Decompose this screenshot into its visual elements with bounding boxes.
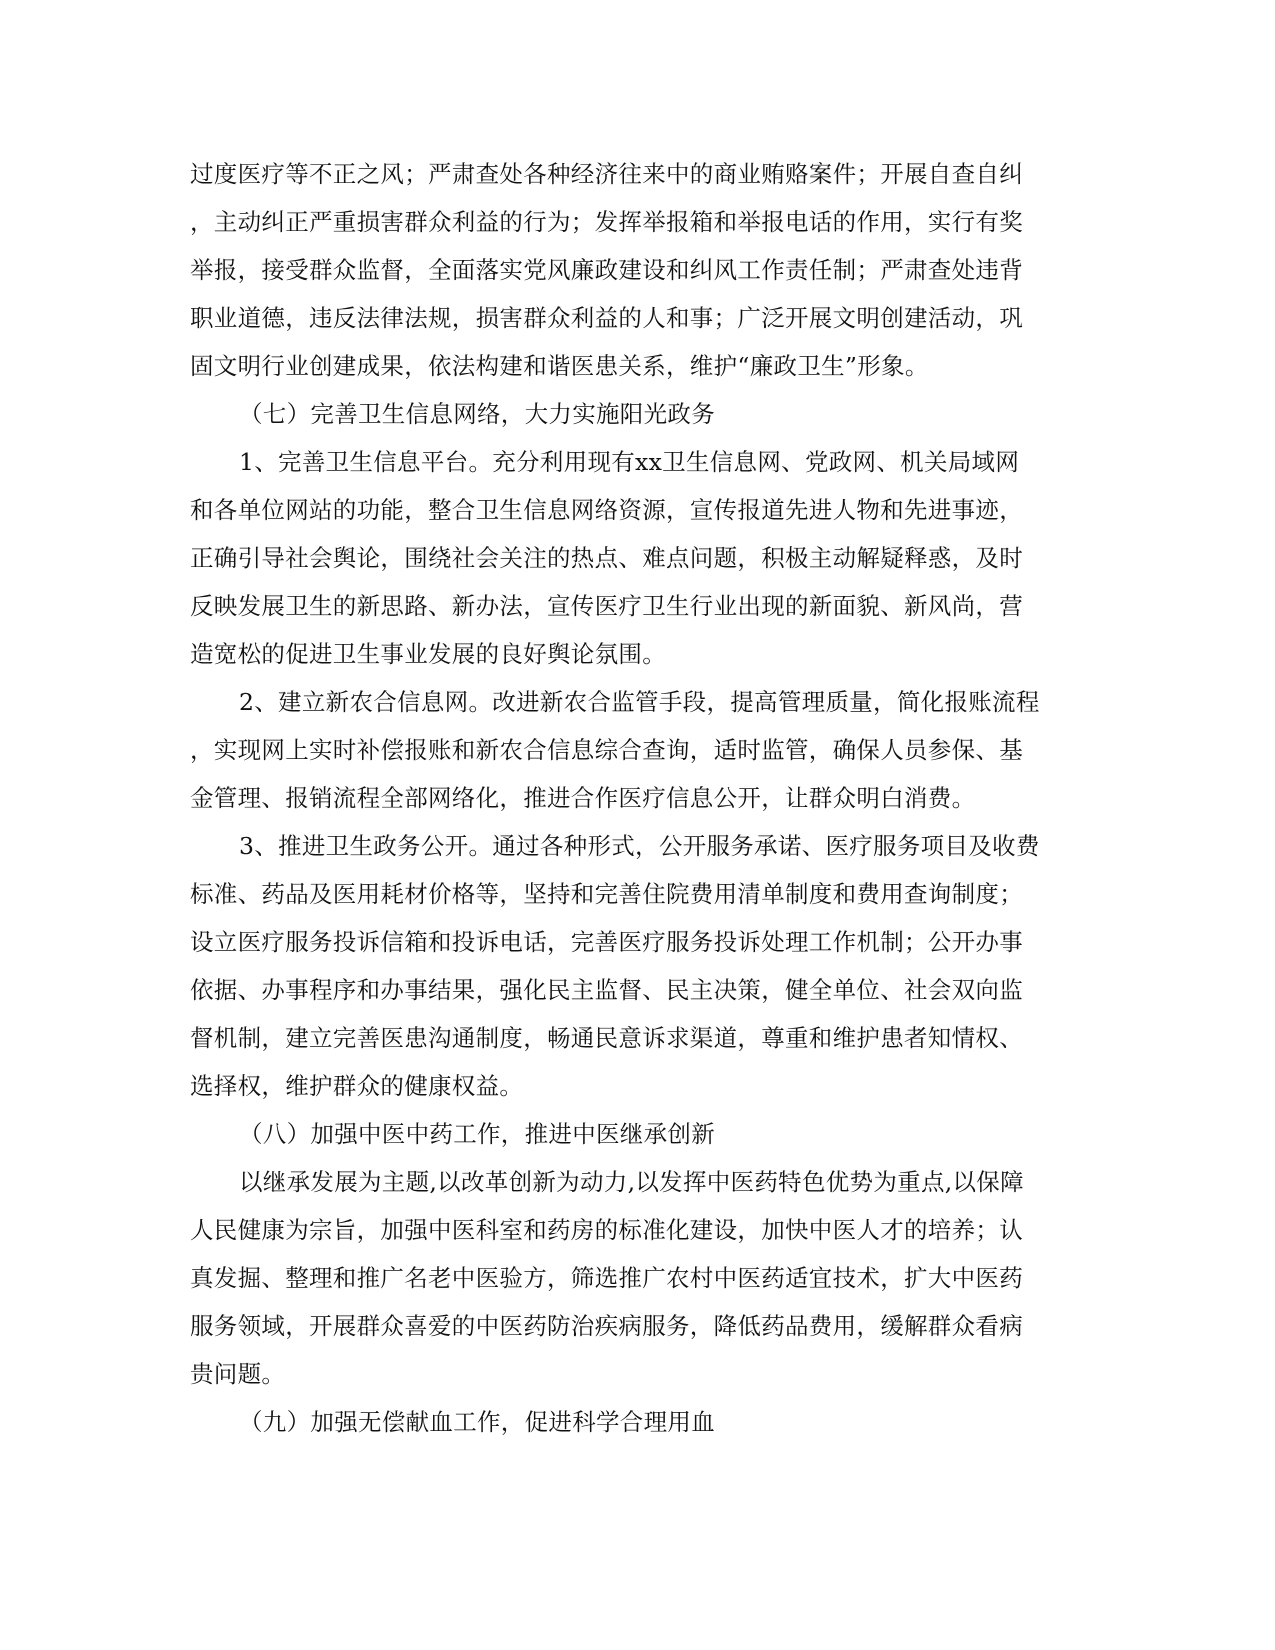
document-body	[190, 150, 1080, 1446]
text-line: 固文明行业创建成果，依法构建和谐医患关系，维护“廉政卫生”形象。	[190, 352, 929, 380]
text-line: 金管理、报销流程全部网络化，推进合作医疗信息公开，让群众明白消费。	[190, 784, 976, 812]
text-line: 人民健康为宗旨，加强中医科室和药房的标准化建设，加快中医人才的培养；认	[190, 1216, 1023, 1244]
paragraph-first-line: 3、推进卫生政务公开。通过各种形式，公开服务承诺、医疗服务项目及收费	[239, 832, 1040, 860]
text-line: ，实现网上实时补偿报账和新农合信息综合查询，适时监管，确保人员参保、基	[190, 736, 1023, 764]
section-heading: （八）加强中医中药工作，推进中医继承创新	[239, 1120, 715, 1148]
text-line: 反映发展卫生的新思路、新办法，宣传医疗卫生行业出现的新面貌、新风尚，营	[190, 592, 1023, 620]
text-line: 正确引导社会舆论，围绕社会关注的热点、难点问题，积极主动解疑释惑，及时	[190, 544, 1023, 572]
text-line: 选择权，维护群众的健康权益。	[190, 1072, 524, 1100]
text-line: 贵问题。	[190, 1360, 286, 1388]
text-line: 督机制，建立完善医患沟通制度，畅通民意诉求渠道，尊重和维护患者知情权、	[190, 1024, 1023, 1052]
paragraph-first-line: 1、完善卫生信息平台。充分利用现有xx卫生信息网、党政网、机关局域网	[239, 448, 1020, 476]
text-line: 职业道德，违反法律法规，损害群众利益的人和事；广泛开展文明创建活动，巩	[190, 304, 1023, 332]
text-line: 和各单位网站的功能，整合卫生信息网络资源，宣传报道先进人物和先进事迹，	[190, 496, 1023, 524]
section-heading: （九）加强无偿献血工作，促进科学合理用血	[239, 1408, 715, 1436]
text-line: ，主动纠正严重损害群众利益的行为；发挥举报箱和举报电话的作用，实行有奖	[190, 208, 1023, 236]
paragraph-first-line: 2、建立新农合信息网。改进新农合监管手段，提高管理质量，简化报账流程	[239, 688, 1040, 716]
section-heading: （七）完善卫生信息网络，大力实施阳光政务	[239, 400, 715, 428]
text-line: 真发掘、整理和推广名老中医验方，筛选推广农村中医药适宜技术，扩大中医药	[190, 1264, 1023, 1292]
text-line: 服务领域，开展群众喜爱的中医药防治疾病服务，降低药品费用，缓解群众看病	[190, 1312, 1023, 1340]
text-line: 标准、药品及医用耗材价格等，坚持和完善住院费用清单制度和费用查询制度；	[190, 880, 1023, 908]
text-line: 举报，接受群众监督，全面落实党风廉政建设和纠风工作责任制；严肃查处违背	[190, 256, 1023, 284]
text-line: 设立医疗服务投诉信箱和投诉电话，完善医疗服务投诉处理工作机制；公开办事	[190, 928, 1023, 956]
paragraph-first-line: 以继承发展为主题,以改革创新为动力,以发挥中医药特色优势为重点,以保障	[239, 1168, 1024, 1196]
text-line: 依据、办事程序和办事结果，强化民主监督、民主决策，健全单位、社会双向监	[190, 976, 1023, 1004]
text-line: 过度医疗等不正之风；严肃查处各种经济往来中的商业贿赂案件；开展自查自纠	[190, 160, 1023, 188]
text-line: 造宽松的促进卫生事业发展的良好舆论氛围。	[190, 640, 666, 668]
